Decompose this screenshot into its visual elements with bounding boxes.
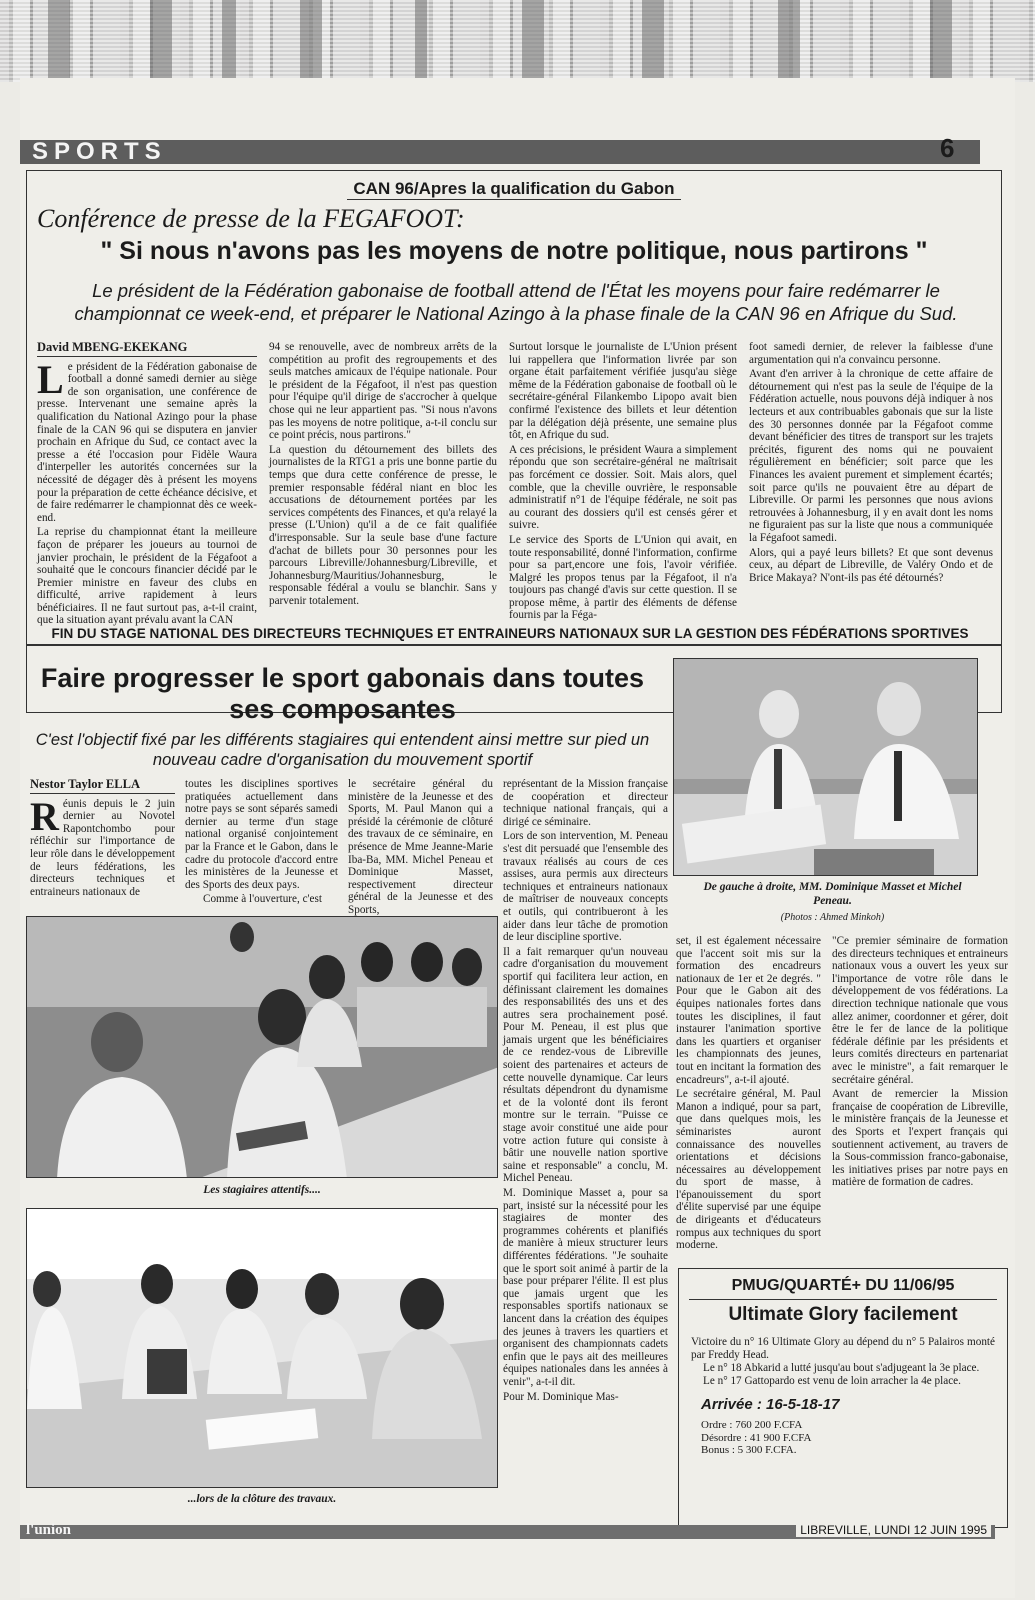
- pmug-arrivee: Arrivée : 16-5-18-17: [701, 1396, 840, 1413]
- article2-text: Le secrétaire général, M. Paul Manon a indiqué, pour sa part, que dans quelques mois, les séminaristes auront connaissance des nouvelles orientations et décisions nécessaires au développement du sport de masse, à l'épanouissement du sport d'élite supervisé par une équipe de dirigeants et d'éducateurs rompus aux techniques du sport moderne.: [676, 1088, 821, 1252]
- article2-column-5: [676, 935, 821, 1254]
- scan-shadow: [300, 0, 322, 82]
- article1-text: A ces précisions, le président Waura a simplement répondu que son secrétaire-général ne maîtrisait pas forcément ce dossier. Soit. Mais alors, quel comble, que la cheville ouvrière, le responsable administratif n°1 de l'équipe fédérale, ne soit pas au courant des dossiers qu'il est censés gérer et suivre.: [509, 443, 737, 532]
- scan-shadow: [642, 0, 664, 82]
- newspaper-page: [20, 78, 1015, 1598]
- article1-byline: David MBENG-EKEKANG: [37, 341, 257, 357]
- article2-byline: Nestor Taylor ELLA: [30, 778, 175, 794]
- footer-bar: [20, 1522, 995, 1539]
- pmug-subtitle: Ultimate Glory facilement: [728, 1304, 958, 1325]
- scan-shadow: [415, 0, 427, 82]
- section-header-bar: [20, 140, 980, 164]
- pmug-body: [691, 1336, 995, 1388]
- pmug-text: Le n° 17 Gattopardo est venu de loin arracher la 4e place.: [703, 1375, 961, 1387]
- pmug-title: PMUG/QUARTÉ+ DU 11/06/95: [689, 1277, 997, 1300]
- photo-masset-peneau: [673, 658, 978, 876]
- article1-column-4: [749, 341, 993, 586]
- article2-dropcap: R: [30, 793, 59, 839]
- article1-headline: " Si nous n'avons pas les moyens de notre politique, nous partirons ": [100, 237, 928, 265]
- scan-shadow: [222, 0, 236, 82]
- article1-kicker-text: CAN 96/Apres la qualification du Gabon: [347, 179, 680, 200]
- page-number: 6: [940, 133, 955, 163]
- pmug-text: Le n° 18 Abkarid a lutté jusqu'au bout s'adjugeant la 3e place.: [703, 1362, 980, 1374]
- article2-text: Comme à l'ouverture, c'est: [203, 893, 322, 906]
- article2-text: M. Dominique Masset a, pour sa part, insisté sur la nécessité pour les stagiaires de monter des programmes cohérents et planifiés de manière à mieux structurer leurs différentes fédérations. "Je souhaite que le sport soit animé à partir de la base pour préparer l'élite. Il est plus que jamais urgent que les responsables sportifs nationaux se lancent dans la création des équipes des jeunes à travers les quartiers et organisent des championnats cadets enfin que le pays ait des meilleures équipes nationales dans les années à venir", a-t-il dit.: [503, 1187, 668, 1388]
- scan-shadow: [930, 0, 952, 82]
- article1-kicker: [27, 179, 1001, 199]
- article1-column-3: [509, 341, 737, 624]
- section-title: SPORTS: [32, 138, 167, 165]
- photo-cloture: [26, 1208, 498, 1488]
- article1-dropcap: L: [37, 356, 64, 402]
- article1-text: Surtout lorsque le journaliste de L'Union présent lui rappellera que l'information livrée par son organe était parfaitement vérifiée jusqu'au siège même de la Fédération gabonaise de football où le secrétaire-général Filankembo Lipopo avait bien confirmé l'existence des billets et leur détention par la délégation déjà présente, une semaine plus tôt, en Afrique du sud.: [509, 341, 737, 442]
- article1-text: Le service des Sports de L'Union qui avait, en toute responsabilité, donné l'information, confirme pour sa part,encore une fois, l'avoir vérifiée. Malgré les propos tenus par la Fégafoot, il n'a toujours pas changé d'avis sur cette question. Il se propose même, à partir des éléments de défense fournis par la Féga-: [509, 533, 737, 622]
- pmug-desordre: Désordre : 41 900 F.CFA: [701, 1431, 812, 1444]
- pmug-bonus: Bonus : 5 300 F.CFA.: [701, 1444, 797, 1456]
- article1-text: La question du détournement des billets des journalistes de la RTG1 a pris une bonne partie du temps que dura cette conférence de presse, le premier responsable fédéral niant en bloc les accusations de détournement portées par les services compétents des Finances, et qu'a relayé la presse (L'Union) qu'il a de ce fait qualifiée d'irresponsable. Sur la seule base d'une facture d'achat de billets pour 30 personnes pour les parcours Libreville/Johannesburg/Libreville, et Johannesburg/Mauritius/Johannesburg, le responsable fédéral a voulu se blanchir. Sans y parvenir totalement.: [269, 443, 497, 607]
- article2-text: Avant de remercier la Mission française de coopération de Libreville, le ministère français de la Jeunesse et des Sports et l'expert français qui soutiennent activement, au travers de la Sous-commission franco-gabonaise, les initiatives prises par notre pays en matière de formation de cadres.: [832, 1088, 1008, 1189]
- photo2-caption: Les stagiaires attentifs....: [203, 1184, 321, 1196]
- article2-column-6: [832, 935, 1008, 1191]
- article2-text: Pour M. Dominique Mas-: [503, 1390, 619, 1403]
- pmug-ordre: Ordre : 760 200 F.CFA: [701, 1419, 803, 1431]
- article1-text: 94 se renouvelle, avec de nombreux arrêts de la compétition au profit des regroupements et des seuls matches amicaux de l'équipe nationale. Pour le président de la Fégafoot, il n'est pas question pour l'équipe qu'il dirige de s'accrocher à quelque chose qui ne leur appartient pas. "Si nous n'avons pas les moyens de notre politique, a-t-il conclu sur ce point précis, nous partirons.": [269, 341, 497, 442]
- photo1-caption: De gauche à droite, MM. Dominique Masset et Michel Peneau.: [703, 881, 962, 907]
- divider: [26, 644, 1002, 646]
- photo1-credit: (Photos : Ahmed Minkoh): [780, 912, 885, 923]
- article1-deck: Le président de la Fédération gabonaise de football attend de l'État les moyens pour faire redémarrer le championnat ce week-end, et préparer le National Azingo à la phase finale de la CAN 96 en Afrique du Sud.: [74, 280, 958, 324]
- article2-kicker: FIN DU STAGE NATIONAL DES DIRECTEURS TECHNIQUES ET ENTRAINEURS NATIONAUX SUR LA GESTION DES FÉDÉRATIONS SPORTIVES: [51, 626, 969, 641]
- article1-text: La reprise du championnat étant la meilleure façon de préparer les joueurs au tournoi de janvier prochain, le président de la Fégafoot a souhaité que le concours financier décidé par le Premier ministre en faveur des clubs en difficulté, arrive rapidement à leurs bénéficiaires. Il ne faut surtout pas, a-t-il craint, que la situation ayant prévalu avant la CAN: [37, 526, 257, 627]
- article2-text: représentant de la Mission française de coopération et directeur technique national français, qui a dirigé ce séminaire.: [503, 778, 668, 828]
- article2-text: set, il est également nécessaire que l'accent soit mis sur la formation des encadreurs nationaux de 1er et 2e degrés. " Pour que le Gabon ait des équipes nationales fortes dans toutes les disciplines, il faut instaurer l'animation sportive dans les quartiers et organiser les championnats des jeunes, tout en incitant la formation des encadreurs", a-t-il ajouté.: [676, 935, 821, 1086]
- scan-shadow: [150, 0, 172, 82]
- article2-text: toutes les disciplines sportives pratiquées actuellement dans notre pays se sont séparés samedi dernier au terme d'un stage national organisé conjointement par la France et le Gabon, dans le cadre du protocole d'accord entre les ministères de la Jeunesse et des Sports des deux pays.: [185, 778, 338, 891]
- article2-column-3: [348, 778, 493, 919]
- photo-stagiaires: [26, 916, 498, 1178]
- article2-text: "Ce premier séminaire de formation des directeurs techniques et entraineurs nationaux vous a ouvert les yeux sur l'importance de votre rôle dans le développement de vos fédérations. La direction technique nationale que vous allez animer, coordonner et gérer, doit être le fer de lance de la politique fédérale définie par les présidents et leurs comités directeurs en partenariat avec le ministre", a fait remarquer le secrétaire général.: [832, 935, 1008, 1086]
- article2-text: éunis depuis le 2 juin dernier au Novotel Rapontchombo pour réfléchir sur l'importance de leur rôle dans le développement de leurs fédérations, les directeurs techniques et entraineurs nationaux de: [30, 797, 175, 898]
- scan-shadow: [778, 0, 800, 82]
- article2-text: le secrétaire général du ministère de la Jeunesse et des Sports, M. Paul Manon qui a présidé la cérémonie de clôturé des travaux de ce séminaire, en présence de Mme Jeanne-Marie Iba-Ba, MM. Michel Peneau et Dominique Masset, respectivement directeur général de la Jeunesse et des Sports,: [348, 778, 493, 916]
- article2-column-2: [185, 778, 338, 908]
- article1-column-1: [37, 341, 257, 629]
- article2-text: Il a fait remarquer qu'un nouveau cadre d'organisation du mouvement sportif qui facilitera leur action, en définissant clairement les domaines des responsabilités des uns et des autres sera prochainement posé. Pour M. Peneau, il est plus que jamais urgent que les bénéficiaires de ce rendez-vous de Libreville soient des partenaires et acteurs de cette nouvelle dynamique. Car leurs résultats dépendront du dynamisme et de la volonté dont ils feront montre sur le terrain. "Puisse ce stage avoir constitué une aide pour votre action future qui consiste à bâtir une nouvelle nation sportive saine et responsable" a conclu, M. Michel Peneau.: [503, 945, 668, 1185]
- dateline: LIBREVILLE, LUNDI 12 JUIN 1995: [796, 1523, 991, 1537]
- pmug-results-box: [678, 1268, 1008, 1528]
- scan-shadow: [48, 0, 70, 82]
- article1-text: Avant d'en arriver à la chronique de cette affaire de détournement qui n'est pas la seule de l'équipe de la Fédération actuelle, nous pouvons déjà indiquer à nos lecteurs et aux contribuables gabonais que sur la liste des 30 personnes donnée par la Fégafoot comme devant bénéficier des titres de transport sur les trajets précités, figurent des noms qui ne pouvaient régulièrement en bénéficier; soit parce que les Finances les avaient purement et simplement écartés; soit parce qu'ils ne pouvaient être au départ de Libreville. Or parmi les personnes que nous avions retrouvées à Johannesburg, il y en avait dont les noms ne figuraient pas sur la liste que nous a communiquée la Fégafoot samedi.: [749, 368, 993, 544]
- photo3-caption: ...lors de la clôture des travaux.: [187, 1493, 337, 1505]
- newspaper-logo: l'union: [26, 1522, 72, 1538]
- article1-text: e président de la Fédération gabonaise de football a donné samedi dernier au siège de son organisation, une conférence de presse. Intervenant une semaine après la qualification du National Azingo pour la phase finale de la CAN 96 qui se disputera en janvier prochain en Afrique du Sud, ce contact avec la presse a été l'occasion pour Fidèle Waura d'interpeller les autorités concernées sur la nécessité de dégager dès à présent les moyens pour la préparation de cette échéance décisive, et de faire redémarrer le championnat dès ce week-end.: [37, 360, 257, 524]
- article1-pretitle: Conférence de presse de la FEGAFOOT:: [37, 204, 465, 233]
- scan-shadow: [522, 0, 544, 82]
- article2-deck: C'est l'objectif fixé par les différents stagiaires qui entendent ainsi mettre sur pied un nouveau cadre d'organisation du mouvement sportif: [35, 731, 650, 769]
- article2-column-1: [30, 778, 175, 900]
- pmug-text: Victoire du n° 16 Ultimate Glory au dépend du n° 5 Palairos monté par Freddy Head.: [691, 1336, 995, 1361]
- article2-column-4: [503, 778, 668, 1405]
- pmug-payouts: [701, 1419, 1007, 1457]
- article2-headline: Faire progresser le sport gabonais dans toutes ses composantes: [40, 663, 645, 724]
- article1-text: foot samedi dernier, de relever la faiblesse d'une argumentation qui n'a convaincu personne.: [749, 341, 993, 366]
- article2-text: Lors de son intervention, M. Peneau s'est dit persuadé que l'ensemble des travaux réalisés au cours de ces assises, aura permis aux directeurs techniques et entraineurs nationaux de maîtriser de nouveaux concepts et outils, qui contribueront à les aider dans leur tâche de promotion de leur discipline sportive.: [503, 830, 668, 944]
- article1-text: Alors, qui a payé leurs billets? Et que sont devenus ceux, au départ de Libreville, de Valéry Ondo et de Brice Makaya? N'ont-ils pas été détournés?: [749, 546, 993, 584]
- article1-column-2: [269, 341, 497, 609]
